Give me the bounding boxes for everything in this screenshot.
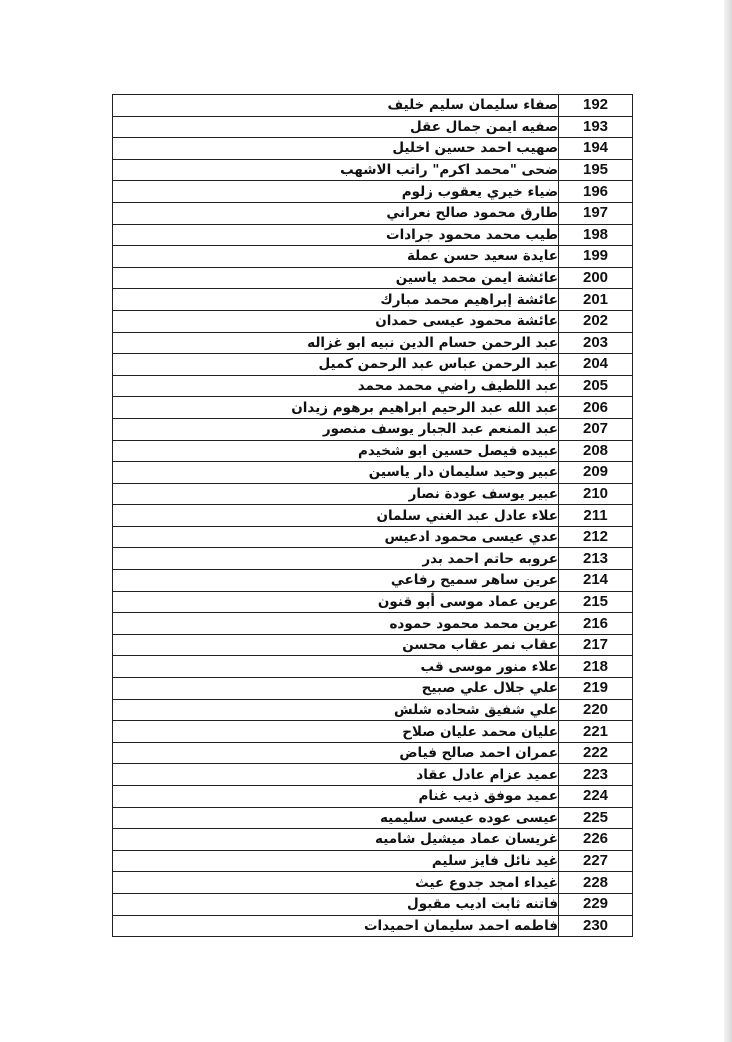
table-row — [113, 138, 633, 160]
table-row — [113, 850, 633, 872]
table-row — [113, 699, 633, 721]
table-row — [113, 721, 633, 743]
table-row — [113, 872, 633, 894]
table-row — [113, 829, 633, 851]
number-cell: 213 — [559, 548, 633, 570]
name-cell: صفاء سليمان سليم خليف — [113, 95, 559, 117]
table-row — [113, 591, 633, 613]
name-cell: علاء منور موسى قب — [113, 656, 559, 678]
number-cell: 209 — [559, 462, 633, 484]
table-row — [113, 678, 633, 700]
name-cell: صهيب احمد حسين اخليل — [113, 138, 559, 160]
table-row — [113, 634, 633, 656]
name-cell: طيب محمد محمود جرادات — [113, 224, 559, 246]
table-row — [113, 742, 633, 764]
table-row — [113, 786, 633, 808]
name-cell: عرين ساهر سميح رفاعي — [113, 570, 559, 592]
table-row — [113, 224, 633, 246]
number-cell: 194 — [559, 138, 633, 160]
names-table — [112, 94, 633, 937]
number-cell: 215 — [559, 591, 633, 613]
table-row — [113, 526, 633, 548]
table-row — [113, 246, 633, 268]
name-cell: عميد عزام عادل عقاد — [113, 764, 559, 786]
table-row — [113, 807, 633, 829]
number-cell: 210 — [559, 483, 633, 505]
name-cell: ضحى "محمد اكرم" راتب الاشهب — [113, 159, 559, 181]
name-cell: عايدة سعيد حسن عملة — [113, 246, 559, 268]
table-row — [113, 95, 633, 117]
number-cell: 200 — [559, 267, 633, 289]
name-cell: عبد الله عبد الرحيم ابراهيم برهوم زيدان — [113, 397, 559, 419]
name-cell: عبيده فيصل حسين ابو شخيدم — [113, 440, 559, 462]
name-cell: غيد نائل فايز سليم — [113, 850, 559, 872]
number-cell: 220 — [559, 699, 633, 721]
name-cell: فاتنه ثابت اديب مقبول — [113, 893, 559, 915]
number-cell: 208 — [559, 440, 633, 462]
table-row — [113, 375, 633, 397]
number-cell: 230 — [559, 915, 633, 937]
table-row — [113, 116, 633, 138]
number-cell: 207 — [559, 418, 633, 440]
number-cell: 217 — [559, 634, 633, 656]
table-row — [113, 548, 633, 570]
number-cell: 199 — [559, 246, 633, 268]
table-row — [113, 483, 633, 505]
name-cell: عميد موفق ذيب غنام — [113, 786, 559, 808]
table-row — [113, 462, 633, 484]
name-cell: غيداء امجد جدوع عيث — [113, 872, 559, 894]
number-cell: 202 — [559, 310, 633, 332]
name-cell: علاء عادل عبد الغني سلمان — [113, 505, 559, 527]
number-cell: 193 — [559, 116, 633, 138]
number-cell: 214 — [559, 570, 633, 592]
table-row — [113, 505, 633, 527]
table-row — [113, 764, 633, 786]
name-cell: طارق محمود صالح نعراني — [113, 202, 559, 224]
number-cell: 195 — [559, 159, 633, 181]
number-cell: 229 — [559, 893, 633, 915]
name-cell: عبد الرحمن حسام الدين نبيه ابو غزاله — [113, 332, 559, 354]
number-cell: 228 — [559, 872, 633, 894]
number-cell: 211 — [559, 505, 633, 527]
name-cell: عمران احمد صالح فياض — [113, 742, 559, 764]
number-cell: 196 — [559, 181, 633, 203]
number-cell: 227 — [559, 850, 633, 872]
number-cell: 221 — [559, 721, 633, 743]
name-cell: عرين محمد محمود حموده — [113, 613, 559, 635]
name-cell: عليان محمد عليان صلاح — [113, 721, 559, 743]
table-row — [113, 310, 633, 332]
name-cell: عبير يوسف عودة نصار — [113, 483, 559, 505]
name-cell: عقاب نمر عقاب محسن — [113, 634, 559, 656]
table-row — [113, 332, 633, 354]
name-cell: عائشة محمود عيسى حمدان — [113, 310, 559, 332]
number-cell: 201 — [559, 289, 633, 311]
number-cell: 205 — [559, 375, 633, 397]
name-cell: عبد الرحمن عباس عبد الرحمن كميل — [113, 354, 559, 376]
name-cell: فاطمه احمد سليمان احميدات — [113, 915, 559, 937]
number-cell: 224 — [559, 786, 633, 808]
name-cell: عائشة ايمن محمد ياسين — [113, 267, 559, 289]
table-row — [113, 267, 633, 289]
table-row — [113, 613, 633, 635]
number-cell: 225 — [559, 807, 633, 829]
name-cell: عائشة إبراهيم محمد مبارك — [113, 289, 559, 311]
table-row — [113, 289, 633, 311]
table-row — [113, 202, 633, 224]
table-row — [113, 181, 633, 203]
name-cell: غريسان عماد ميشيل شاميه — [113, 829, 559, 851]
names-table-body — [113, 95, 633, 937]
table-row — [113, 893, 633, 915]
name-cell: عبير وحيد سليمان دار ياسين — [113, 462, 559, 484]
name-cell: علي جلال علي صبيح — [113, 678, 559, 700]
number-cell: 198 — [559, 224, 633, 246]
number-cell: 216 — [559, 613, 633, 635]
table-row — [113, 440, 633, 462]
number-cell: 206 — [559, 397, 633, 419]
name-cell: عيسى عوده عيسى سليميه — [113, 807, 559, 829]
table-row — [113, 915, 633, 937]
name-cell: علي شفيق شحاده شلش — [113, 699, 559, 721]
number-cell: 204 — [559, 354, 633, 376]
name-cell: عبد اللطيف راضي محمد محمد — [113, 375, 559, 397]
number-cell: 226 — [559, 829, 633, 851]
name-cell: عدي عيسى محمود ادعيس — [113, 526, 559, 548]
number-cell: 197 — [559, 202, 633, 224]
table-row — [113, 397, 633, 419]
table-row — [113, 656, 633, 678]
table-row — [113, 418, 633, 440]
number-cell: 223 — [559, 764, 633, 786]
page-edge — [724, 0, 732, 1042]
number-cell: 192 — [559, 95, 633, 117]
name-cell: عبد المنعم عبد الجبار يوسف منصور — [113, 418, 559, 440]
table-row — [113, 354, 633, 376]
table-row — [113, 570, 633, 592]
name-cell: صفيه ايمن جمال عقل — [113, 116, 559, 138]
table-row — [113, 159, 633, 181]
number-cell: 219 — [559, 678, 633, 700]
number-cell: 218 — [559, 656, 633, 678]
number-cell: 222 — [559, 742, 633, 764]
name-cell: ضياء خيري يعقوب زلوم — [113, 181, 559, 203]
name-cell: عروبه حاتم احمد بدر — [113, 548, 559, 570]
number-cell: 203 — [559, 332, 633, 354]
number-cell: 212 — [559, 526, 633, 548]
name-cell: عرين عماد موسى أبو قنون — [113, 591, 559, 613]
